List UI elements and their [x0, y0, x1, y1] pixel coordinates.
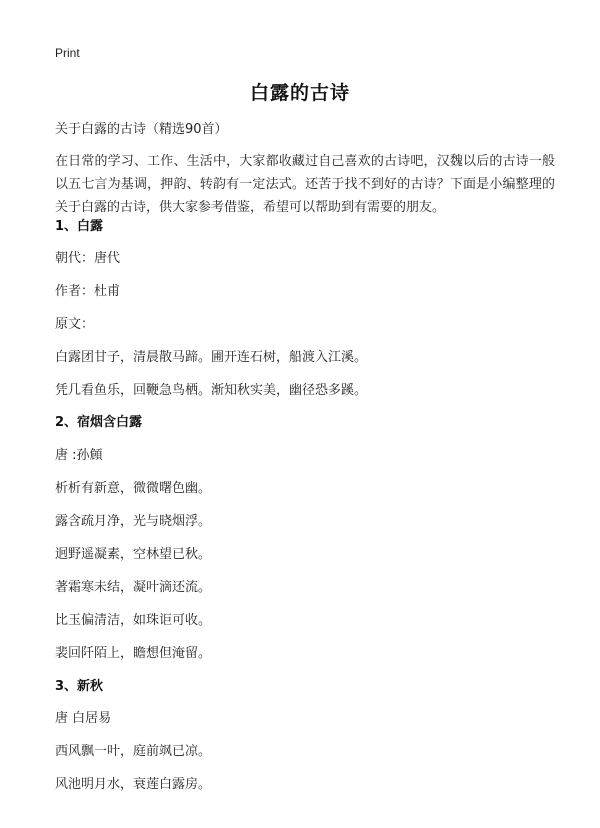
poem-3-line-2: 风池明月水，衰莲白露房。 — [55, 777, 212, 792]
intro-paragraph: 在日常的学习、工作、生活中，大家都收藏过自己喜欢的古诗吧，汉魏以后的古诗一般以五七言为基调，押韵、转韵有一定法式。还苦于找不到好的古诗？下面是小编整理的关于白露的古诗，供大家参考借鉴，希望可以帮助到有需要的朋友。 — [55, 154, 555, 215]
poem-3-byline: 唐 白居易 — [55, 711, 112, 726]
page-title: 白露的古诗 — [249, 82, 350, 104]
subtitle: 关于白露的古诗（精选90首） — [55, 122, 228, 137]
poem-2-line-6: 裴回阡陌上，瞻想但淹留。 — [55, 646, 212, 661]
poem-2-line-4: 著霜寒未结，凝叶滴还流。 — [55, 580, 212, 595]
poem-2-byline: 唐 :孙頠 — [55, 448, 103, 463]
poem-1-author: 作者：杜甫 — [55, 284, 121, 299]
poem-1-dynasty: 朝代：唐代 — [55, 251, 121, 266]
poem-3-line-1: 西风飘一叶，庭前飒已凉。 — [55, 744, 212, 759]
poem-2-heading: 2、宿烟含白露 — [55, 415, 143, 430]
poem-2-line-5: 比玉偏清洁，如珠讵可收。 — [55, 613, 212, 628]
poem-2-line-2: 露含疏月净，光与晓烟浮。 — [55, 514, 212, 529]
poem-3-heading: 3、新秋 — [55, 679, 104, 694]
poem-1-heading: 1、白露 — [55, 219, 104, 234]
poem-2-line-1: 析析有新意，微微曙色幽。 — [55, 481, 212, 496]
print-link[interactable]: Print — [55, 46, 80, 60]
poem-1-line-2: 凭几看鱼乐，回鞭急鸟栖。渐知秋实美，幽径恐多蹊。 — [55, 383, 368, 398]
poem-1-original-label: 原文： — [55, 317, 95, 332]
poem-1-line-1: 白露团甘子，清晨散马蹄。圃开连石树，船渡入江溪。 — [55, 350, 368, 365]
poem-2-line-3: 迥野遥凝素，空林望已秋。 — [55, 547, 212, 562]
